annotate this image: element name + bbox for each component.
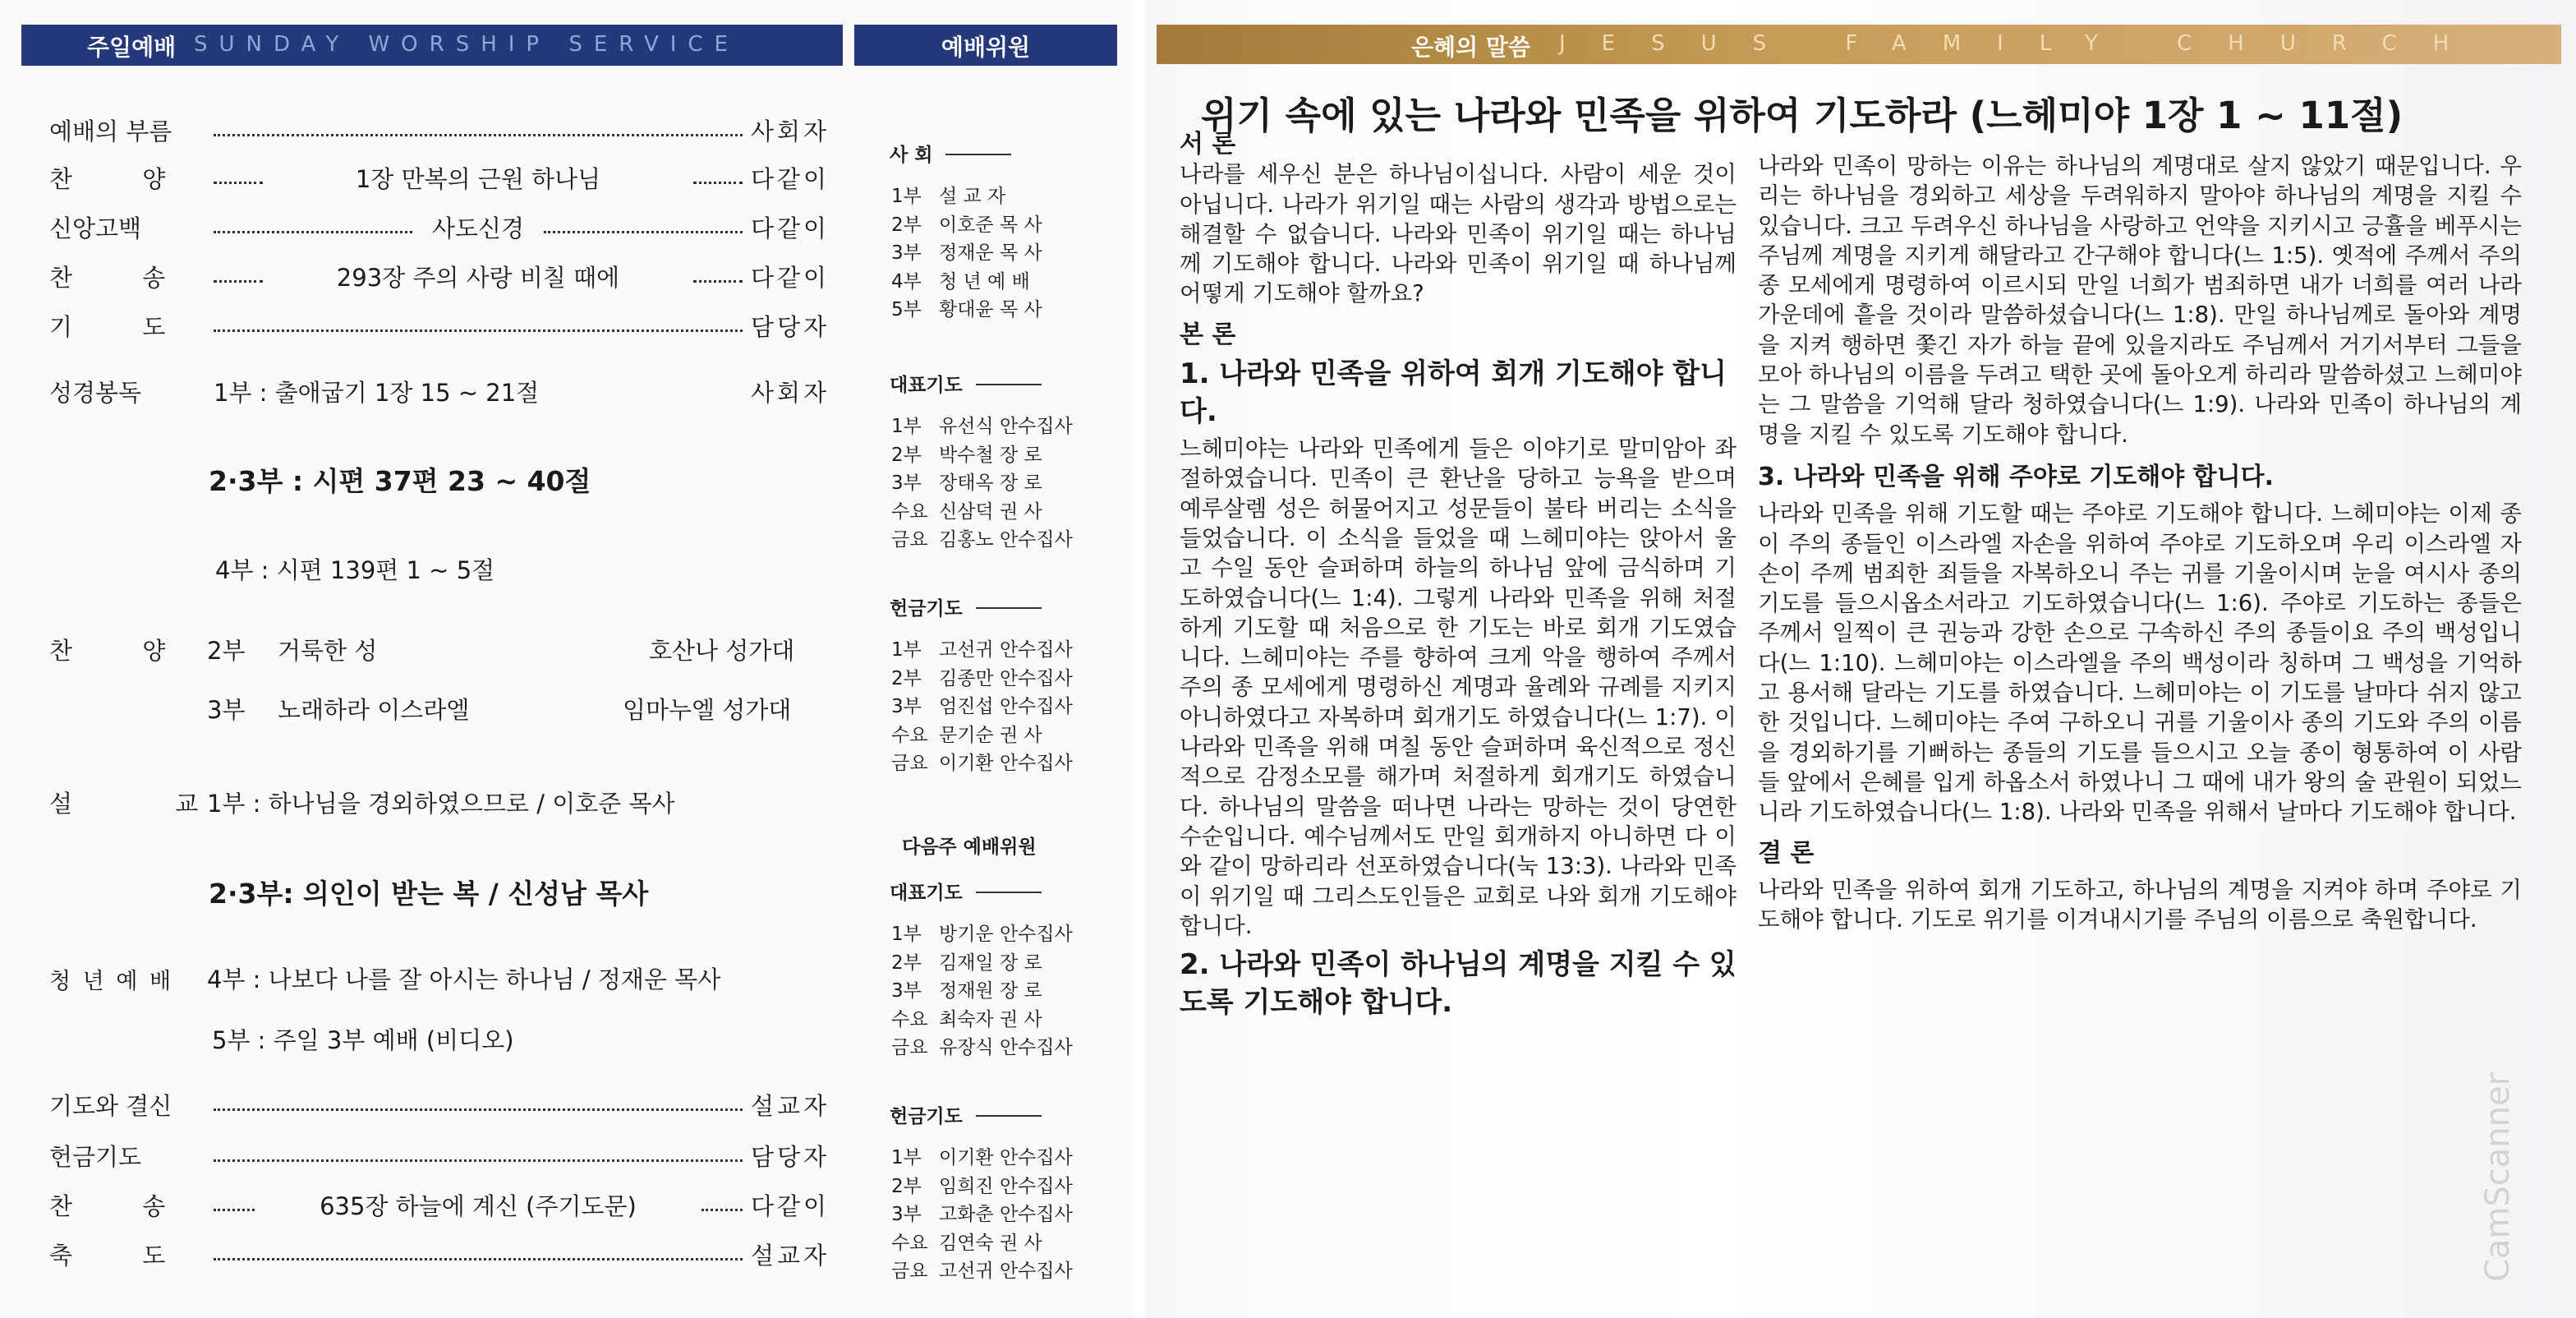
- staff-service: 1부: [891, 416, 922, 437]
- staff-row: [891, 919, 1073, 946]
- staff-service: 수요: [891, 724, 928, 746]
- staff-person: 정재운 목 사: [939, 242, 1042, 264]
- staff-person: 청 년 예 배: [939, 270, 1030, 293]
- sermon-left-column: [1180, 130, 1736, 1025]
- worship-item-hymn: [49, 158, 830, 197]
- item-detail: 635장 하늘에 계신 (주기도문): [320, 1191, 637, 1220]
- leader-dots: [214, 1258, 743, 1260]
- staff-row: [891, 720, 1042, 747]
- item-label: 찬 양: [49, 164, 197, 193]
- worship-item-dedication: [49, 1085, 830, 1124]
- staff-service: 1부: [891, 924, 922, 945]
- youth-label: 청 년 예 배: [49, 969, 174, 994]
- staff-row: [891, 691, 1073, 718]
- staff-person: 김재일 장 로: [939, 952, 1042, 974]
- staff-row: [891, 411, 1073, 438]
- item-detail: 293장 주의 사랑 비칠 때에: [336, 263, 620, 292]
- staff-person: 신삼덕 권 사: [939, 500, 1042, 523]
- staff-person: 최숙자 권 사: [939, 1008, 1042, 1030]
- reading-part-4: 4부 : 시편 139편 1 ~ 5절: [215, 556, 495, 584]
- worship-item-offering: [49, 1136, 830, 1175]
- staff-group-title: [890, 370, 1042, 397]
- staff-person: 엄진섭 안수집사: [939, 696, 1073, 717]
- staff-person: 김연숙 권 사: [939, 1232, 1042, 1254]
- youth-part-5: 5부 : 주일 3부 예배 (비디오): [212, 1026, 514, 1054]
- staff-row: [891, 1171, 1073, 1198]
- staff-service: 2부: [891, 444, 922, 466]
- leader-dots: [693, 280, 743, 283]
- item-detail: 1장 만복의 근원 하나님: [355, 164, 601, 193]
- item-label: 헌금기도: [49, 1142, 142, 1171]
- staff-person: 정재원 장 로: [939, 980, 1042, 1002]
- conclusion-text: 나라와 민족을 위하여 회개 기도하고, 하나님의 계명을 지켜야 하며 주야로 기도해야 합니다. 기도로 위기를 이겨내시기를 주님의 이름으로 축원합니다.: [1758, 876, 2522, 933]
- staff-service: 금요: [891, 1037, 928, 1058]
- staff-service: 2부: [891, 667, 922, 689]
- staff-person: 이기환 안수집사: [939, 753, 1073, 774]
- staff-service: 4부: [891, 270, 922, 293]
- leader-dots: [214, 231, 412, 233]
- staff-person: 김종만 안수집사: [939, 667, 1073, 689]
- item-role: 사회자: [750, 378, 830, 407]
- worship-item-prayer: [49, 306, 830, 345]
- sermon-part-1: 1부 : 하나님을 경외하였으므로 / 이호준 목사: [207, 790, 675, 818]
- staff-group-rule: [976, 1115, 1042, 1117]
- item-role: 설교자: [750, 1241, 830, 1270]
- staff-person: 황대윤 목 사: [939, 299, 1042, 320]
- item-role: 담당자: [750, 312, 830, 341]
- scanner-watermark: CamScanner: [2479, 1071, 2517, 1282]
- point1-heading: 1. 나라와 민족을 위하여 회개 기도해야 합니다.: [1180, 357, 1727, 429]
- staff-row: [891, 634, 1073, 661]
- staff-row: [891, 524, 1073, 551]
- staff-service: 금요: [891, 529, 928, 551]
- staff-group-rule: [976, 892, 1042, 893]
- staff-row: [891, 440, 1042, 467]
- staff-group-title: [890, 593, 1042, 620]
- leader-dots: [214, 1108, 743, 1111]
- leader-dots: [214, 1209, 255, 1211]
- staff-group-title: [890, 1101, 1042, 1128]
- youth-part-4: 4부 : 나보다 나를 잘 아시는 하나님 / 정재운 목사: [207, 965, 721, 993]
- choir-name: 임마누엘 성가대: [623, 696, 792, 724]
- choir-label: 찬 양: [49, 637, 197, 665]
- item-label: 찬 송: [49, 263, 197, 292]
- point1-text: 느헤미야는 나라와 민족에게 들은 이야기로 말미암아 좌절하였습니다. 민족이 큰 환난을 당하고 능욕을 받으며 예루살렘 성은 허물어지고 성문들이 불타 버리는 소식을 들었습니다. 이 소식을 들었을 때 느헤미야는 앉아서 울고 수일 동안 슬퍼하며 하늘의 하나님 앞에 금식하며 기도하였습니다(느 1:4). 그렇게 나라와 민족을 위해 처절하게 기도할 때 처음으로 한 기도는 바로 회개 기도였습니다. 느헤미야는 주를 향하여 크게 악을 행하여 주께서 주의 종 모세에게 명령하신 계명과 율례와 규례를 지키지 아니하였다고 자복하며 회개기도 하였습니다(느 1:7). 이 나라와 민족을 위해 며칠 동안 슬퍼하며 육신적으로 정신적으로 감정소모를 해가며 처절하게 회개기도 하였습니다. 하나님의 말씀을 떠나면 나라는 망하는 것이 당연한 수순입니다. 예수님께서도 만일 회개하지 아니하면 다 이와 같이 망하리라 선포하였습니다(눅 13:3). 나라와 민족이 위기일 때 그리스도인들은 교회로 나와 회개 기도해야 합니다.: [1180, 435, 1736, 939]
- sermon-label: 설 교: [49, 790, 246, 818]
- point2-text: 나라와 민족이 망하는 이유는 하나님의 계명대로 살지 않았기 때문입니다. 우리는 하나님을 경외하고 세상을 두려워하지 말아야 하나님의 계명을 지킬 수 있습니다. 크고 두려우신 하나님을 사랑하고 언약을 지키시고 긍휼을 베푸시는 주님께 계명을 지키게 해달라고 간구해야 합니다(느 1:5). 옛적에 주께서 주의 종 모세에게 명령하여 이르시되 만일 너희가 범죄하면 내가 너희를 여러 나라 가운데에 흩을 것이라 말씀하셨습니다(느 1:8). 만일 하나님께로 돌아와 계명을 지켜 행하면 쫓긴 자가 하늘 끝에 있을지라도 주님께서 거기서부터 그들을 모아 하나님의 이름을 두려고 택한 곳에 돌아오게 하리라 말씀하셨고 느헤미야는 그 말씀을 기억해 달라 청하였습니다(느 1:9). 나라와 민족이 하나님의 계명을 지킬 수 있도록 기도해야 합니다.: [1758, 153, 2522, 448]
- staff-service: 수요: [891, 1232, 928, 1254]
- staff-service: 수요: [891, 500, 928, 523]
- staff-service: 금요: [891, 1260, 928, 1282]
- staff-service: 1부: [891, 186, 922, 207]
- worship-item-creed: [49, 207, 830, 247]
- staff-row: [891, 1142, 1073, 1169]
- staff-group-label: 대표기도: [890, 375, 963, 396]
- staff-person: 고화춘 안수집사: [939, 1204, 1073, 1225]
- choir-song: 노래하라 이스라엘: [278, 696, 470, 724]
- staff-header: [854, 25, 1117, 66]
- item-role: 다같이: [750, 1191, 830, 1220]
- sermon-title: 위기 속에 있는 나라와 민족을 위하여 기도하라 (느헤미야 1장 1 ~ 11절): [1201, 94, 2404, 137]
- staff-person: 박수철 장 로: [939, 444, 1042, 466]
- point3-heading: 3. 나라와 민족을 위해 주야로 기도해야 합니다.: [1758, 462, 2274, 491]
- worship-item-hymn3: [49, 1185, 830, 1224]
- intro-heading: 서 론: [1180, 130, 1236, 159]
- staff-row: [891, 663, 1073, 690]
- staff-group-rule: [976, 607, 1042, 609]
- conclusion-heading: 결 론: [1758, 838, 1815, 868]
- staff-group-rule: [945, 154, 1011, 155]
- worship-header-subtitle: SUNDAY WORSHIP SERVICE: [194, 32, 739, 57]
- point2-heading: 2. 나라와 민족이 하나님의 계명을 지킬 수 있도록 기도해야 합니다.: [1180, 948, 1736, 1020]
- staff-row: [891, 294, 1042, 321]
- body-heading: 본 론: [1180, 320, 1236, 349]
- worship-header-title: 주일예배: [87, 34, 177, 61]
- worship-item-blessing: [49, 1234, 830, 1274]
- staff-person: 방기운 안수집사: [939, 924, 1073, 945]
- staff-service: 3부: [891, 980, 922, 1002]
- staff-person: 장태옥 장 로: [939, 472, 1042, 494]
- staff-service: 금요: [891, 753, 928, 774]
- item-role: 사회자: [750, 117, 830, 145]
- leader-dots: [214, 1159, 743, 1162]
- worship-header: [21, 25, 843, 66]
- choir-song: 거룩한 성: [278, 637, 378, 665]
- staff-row: [891, 975, 1042, 1002]
- staff-person: 이기환 안수집사: [939, 1147, 1073, 1168]
- item-label: 기 도: [49, 312, 197, 341]
- worship-item-reading: [49, 371, 830, 411]
- staff-service: 3부: [891, 696, 922, 717]
- staff-person: 유선식 안수집사: [939, 416, 1073, 437]
- staff-group-label: 헌금기도: [890, 1106, 963, 1127]
- staff-service: 2부: [891, 952, 922, 974]
- staff-service: 1부: [891, 1147, 922, 1168]
- staff-group-title: [890, 878, 1042, 905]
- staff-row: [891, 748, 1073, 775]
- staff-group-label: 사 회: [890, 145, 933, 166]
- sermon-right-column: [1758, 151, 2522, 934]
- item-label: 성경봉독: [49, 378, 142, 407]
- worship-item-call: [49, 110, 830, 150]
- sermon-part-23: 2·3부: 의인이 받는 복 / 신성남 목사: [209, 878, 649, 910]
- leader-dots: [693, 182, 743, 184]
- item-detail: 사도신경: [431, 214, 525, 242]
- intro-text: 나라를 세우신 분은 하나님이십니다. 사람이 세운 것이 아닙니다. 나라가 위기일 때는 사람의 생각과 방법으로는 해결할 수 없습니다. 나라와 민족이 위기일 때는 하나님께 기도해야 합니다. 나라와 민족이 위기일 때 하나님께 어떻게 기도해야 할까요?: [1180, 161, 1736, 307]
- staff-person: 임희진 안수집사: [939, 1175, 1073, 1197]
- leader-dots: [214, 182, 263, 184]
- staff-group-label: 대표기도: [890, 883, 963, 904]
- choir-part: 2부: [207, 637, 246, 665]
- leader-dots: [214, 330, 743, 332]
- item-label: 신앙고백: [49, 214, 142, 242]
- staff-group-rule: [976, 384, 1042, 385]
- worship-item-hymn2: [49, 256, 830, 296]
- next-week-title: 다음주 예배위원: [902, 836, 1037, 858]
- item-label: 찬 송: [49, 1191, 197, 1220]
- staff-row: [891, 468, 1042, 495]
- staff-service: 2부: [891, 214, 922, 236]
- staff-header-title: 예배위원: [941, 34, 1031, 61]
- staff-service: 5부: [891, 299, 922, 320]
- staff-row: [891, 1228, 1042, 1255]
- staff-service: 2부: [891, 1175, 922, 1197]
- point3-text: 나라와 민족을 위해 기도할 때는 주야로 기도해야 합니다. 느헤미야는 이제 종이 주의 종들인 이스라엘 자손을 위하여 주야로 기도하오며 우리 이스라엘 자손이 주께 범죄한 죄들을 자복하오니 주는 귀를 기울이시며 눈을 여시사 종의 기도를 들으시옵소서라고 기도하였습니다(느 1:6). 주야로 기도하는 종들은 주께서 일찍이 큰 권능과 강한 손으로 구속하신 주의 종들이요 주의 백성입니다(느 1:10). 느헤미야는 이스라엘을 주의 백성이라 칭하며 그 백성을 기억하고 용서해 달라는 기도를 하였습니다. 느헤미야는 이 기도를 날마다 쉬지 않고 한 것입니다. 느헤미야는 주여 구하오니 귀를 기울이사 종의 기도와 주의 이름을 경외하기를 기뻐하는 종들의 기도를 들으시고 오늘 종이 형통하여 이 사람들 앞에서 은혜를 입게 하옵소서 하였나니 그 때에 내가 왕의 술 관원이 되었느니라 기도하였습니다(느 1:8). 나라와 민족을 위해서 날마다 기도해야 합니다.: [1758, 500, 2522, 826]
- staff-person: 고선귀 안수집사: [939, 639, 1073, 661]
- staff-service: 3부: [891, 242, 922, 264]
- staff-row: [891, 1199, 1073, 1226]
- item-label: 축 도: [49, 1241, 197, 1270]
- leader-dots: [214, 134, 743, 136]
- item-role: 설교자: [750, 1091, 830, 1120]
- choir-part: 3부: [207, 696, 246, 724]
- item-detail: 1부 : 출애굽기 1장 15 ~ 21절: [214, 378, 540, 407]
- staff-row: [891, 266, 1030, 293]
- staff-service: 1부: [891, 639, 922, 661]
- leader-dots: [702, 1209, 743, 1211]
- staff-row: [891, 210, 1042, 237]
- staff-person: 김홍노 안수집사: [939, 529, 1073, 551]
- staff-row: [891, 181, 1005, 208]
- staff-row: [891, 947, 1042, 975]
- sermon-header-title: 은혜의 말씀: [1411, 34, 1530, 61]
- staff-group-label: 헌금기도: [890, 598, 963, 620]
- item-role: 다같이: [750, 263, 830, 292]
- staff-person: 고선귀 안수집사: [939, 1260, 1073, 1282]
- item-role: 다같이: [750, 164, 830, 193]
- choir-name: 호산나 성가대: [649, 637, 795, 665]
- item-role: 다같이: [750, 214, 830, 242]
- staff-person: 이호준 목 사: [939, 214, 1042, 236]
- staff-row: [891, 237, 1042, 265]
- leader-dots: [214, 280, 263, 283]
- item-label: 예배의 부름: [49, 117, 172, 145]
- staff-row: [891, 496, 1042, 523]
- sermon-header: [1157, 25, 2561, 64]
- item-label: 기도와 결신: [49, 1091, 172, 1120]
- staff-service: 수요: [891, 1008, 928, 1030]
- staff-row: [891, 1004, 1042, 1031]
- item-role: 담당자: [750, 1142, 830, 1171]
- staff-person: 설 교 자: [939, 186, 1006, 207]
- staff-row: [891, 1256, 1073, 1283]
- staff-service: 3부: [891, 472, 922, 494]
- staff-service: 3부: [891, 1204, 922, 1225]
- staff-group-title: [890, 140, 1011, 167]
- staff-person: 유장식 안수집사: [939, 1037, 1073, 1058]
- sermon-header-subtitle: JESUS FAMILY CHURCH: [1559, 31, 2486, 56]
- reading-part-23: 2·3부 : 시편 37편 23 ~ 40절: [209, 465, 591, 497]
- staff-row: [891, 1032, 1073, 1059]
- leader-dots: [544, 231, 743, 233]
- staff-person: 문기순 권 사: [939, 724, 1042, 746]
